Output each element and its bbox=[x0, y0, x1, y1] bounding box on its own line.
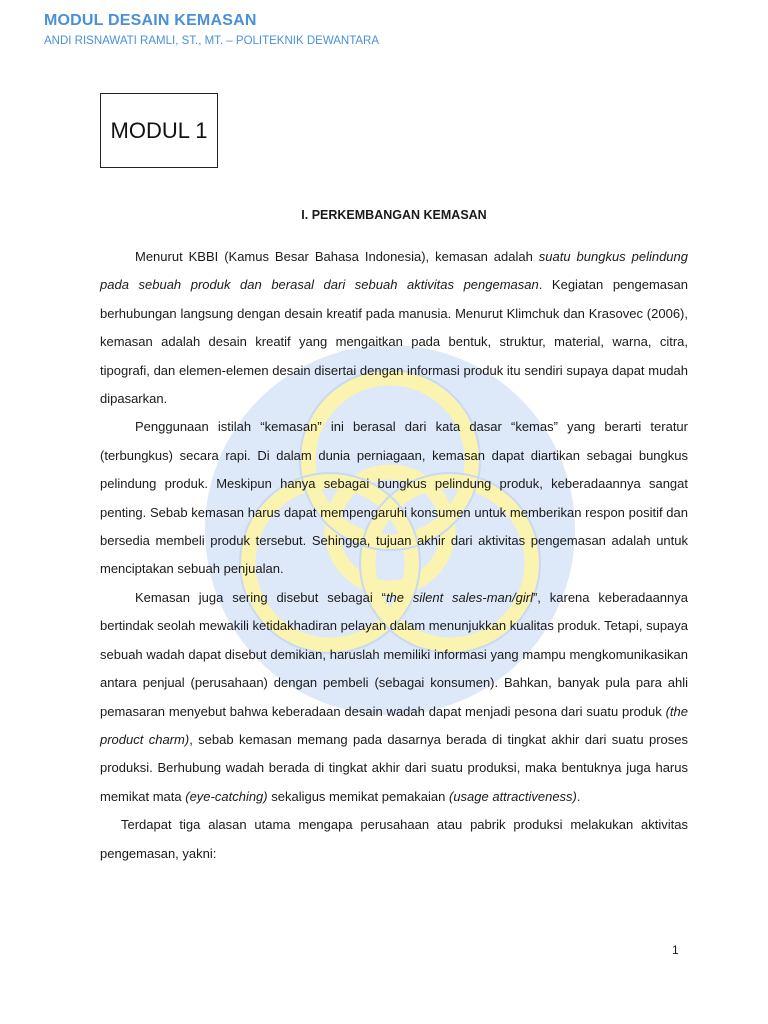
document-header-subtitle: ANDI RISNAWATI RAMLI, ST., MT. – POLITEKNIK DEWANTARA bbox=[44, 35, 380, 47]
section-heading: I. PERKEMBANGAN KEMASAN bbox=[301, 208, 487, 222]
paragraph-1-text-end: . Kegiatan pengemasan berhubungan langsung dengan desain kreatif pada manusia. Menurut Klimchuk dan Krasovec (2006), kemasan adalah desain kreatif yang mengaitkan pada bentuk, struktur, material, warna, citra, tipografi, dan elemen-elemen desain disertai dengan informasi produk itu sendiri supaya dapat mudah dipasarkan. bbox=[100, 277, 688, 407]
paragraph-3-term: the silent sales-man/girl bbox=[385, 589, 533, 605]
paragraph-3-term: (eye-catching) bbox=[185, 788, 268, 804]
paragraph-3-term: (usage attractiveness) bbox=[448, 788, 577, 804]
module-label-box bbox=[100, 93, 218, 168]
paragraph-3 bbox=[100, 584, 688, 811]
paragraph-1-definition: suatu bungkus pelindung pada sebuah produk dan berasal dari sebuah aktivitas pengemasan bbox=[100, 249, 688, 293]
document-body bbox=[100, 243, 688, 868]
paragraph-3-text: . bbox=[576, 788, 581, 804]
page-number: 1 bbox=[672, 943, 679, 957]
paragraph-3-text: ”, karena keberadaannya bertindak seolah mewakili ketidakhadiran pelayan dalam menunjukkan kualitas produk. Tetapi, supaya sebuah wadah dapat disebut demikian, haruslah memiliki informasi yang mampu mengkomunikasikan antara penjual (perusahaan) dengan pembeli (sebagai konsumen). Bahkan, banyak pula para ahli pemasaran menyebut bahwa keberadaan desain wadah dapat menjadi pesona dari suatu produk bbox=[100, 589, 689, 719]
paragraph-1-text: Menurut KBBI (Kamus Besar Bahasa Indonesia), kemasan adalah bbox=[135, 249, 539, 264]
paragraph-3-text: sekaligus memikat pemakaian bbox=[267, 788, 449, 804]
paragraph-2: Penggunaan istilah “kemasan” ini berasal dari kata dasar “kemas” yang berarti teratur (terbungkus) secara rapi. Di dalam dunia perniagaan, kemasan dapat diartikan sebagai bungkus pelindung produk. Meskipun hanya sebagai bungkus pelindung produk, keberadaannya sangat penting. Sebab kemasan harus dapat mempengaruhi konsumen untuk memberikan respon positif dan bersedia membeli produk tersebut. Sehingga, tujuan akhir dari aktivitas pengemasan adalah untuk menciptakan sebuah penjualan. bbox=[100, 419, 688, 577]
paragraph-3-term: (the product charm) bbox=[100, 703, 688, 747]
paragraph-1 bbox=[100, 243, 688, 413]
document-header-title: MODUL DESAIN KEMASAN bbox=[44, 12, 257, 29]
paragraph-4: Terdapat tiga alasan utama mengapa perusahaan atau pabrik produksi melakukan aktivitas pengemasan, yakni: bbox=[100, 817, 688, 861]
paragraph-3-text: Kemasan juga sering disebut sebagai “ bbox=[135, 589, 386, 605]
module-label: MODUL 1 bbox=[110, 117, 208, 143]
paragraph-3-text: , sebab kemasan memang pada dasarnya berada di tingkat akhir dari suatu proses produksi. Berhubung wadah berada di tingkat akhir dari suatu produksi, maka bentuknya juga harus memikat mata bbox=[100, 731, 688, 804]
